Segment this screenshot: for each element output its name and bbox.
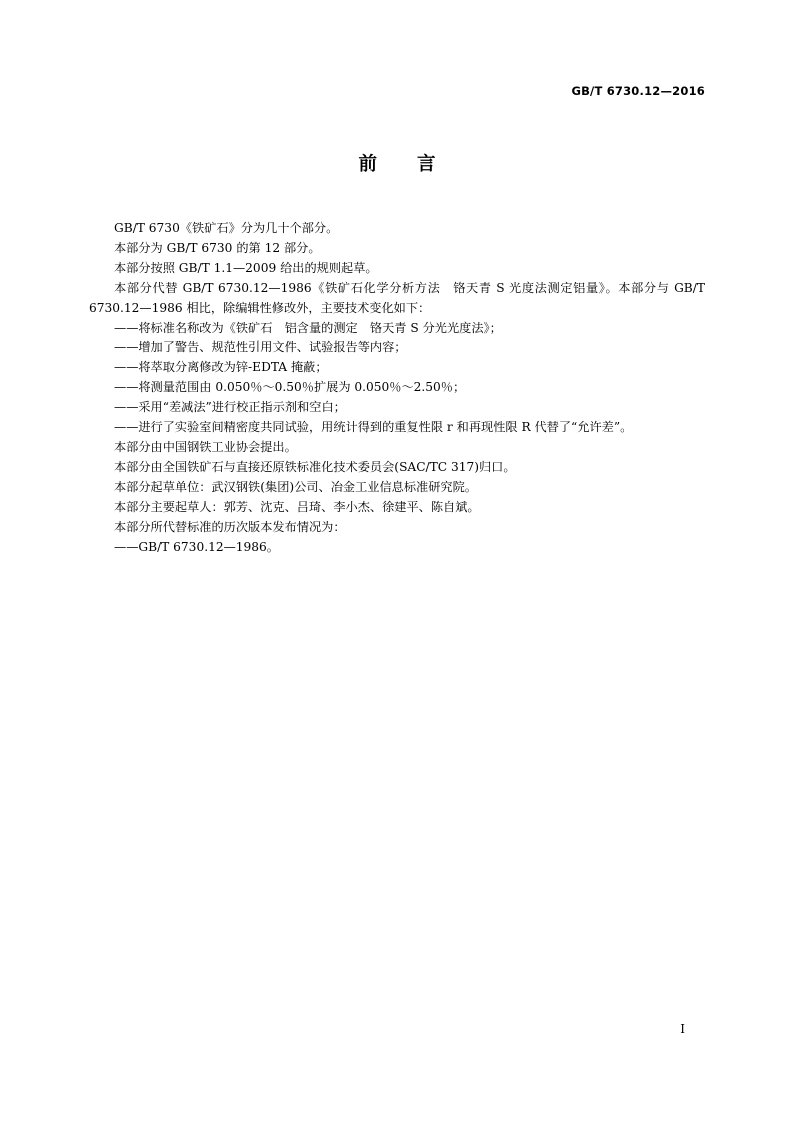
paragraph-parts-overview: GB/T 6730《铁矿石》分为几十个部分。 (114, 221, 339, 235)
change-item-title: ——将标准名称改为《铁矿石 铝含量的测定 铬天青 S 分光光度法》； (114, 320, 502, 335)
paragraph-history-intro: 本部分所代替标准的历次版本发布情况为： (114, 519, 346, 534)
change-item-correction: ——采用“差减法”进行校正指示剂和空白； (114, 400, 346, 415)
paragraph-proposer: 本部分由中国钢铁工业协会提出。 (114, 439, 297, 454)
paragraph-drafting-rules: 本部分按照 GB/T 1.1—2009 给出的规则起草。 (114, 260, 378, 275)
change-item-content-added: ——增加了警告、规范性引用文件、试验报告等内容； (114, 340, 407, 355)
foreword-body (89, 219, 705, 557)
paragraph-replaces-standard: 本部分代替 GB/T 6730.12—1986《铁矿石化学分析方法 铬天青 S 光度法测定铝量》。本部分与 GB/T 6730.12—1986 相比，除编辑性修改外，主要技术变化如下： (89, 280, 705, 315)
paragraph-drafters: 本部分主要起草人：郭芳、沈克、吕琦、李小杰、徐建平、陈自斌。 (114, 499, 480, 514)
page-number: Ⅰ (680, 1022, 685, 1036)
change-item-masking: ——将萃取分离修改为锌-EDTA 掩蔽； (114, 360, 328, 375)
history-item-1986: ——GB/T 6730.12—1986。 (114, 539, 279, 554)
page-title: 前言 (358, 154, 476, 175)
paragraph-drafting-units: 本部分起草单位：武汉钢铁(集团)公司、冶金工业信息标准研究院。 (114, 479, 477, 494)
standard-code: GB/T 6730.12—2016 (571, 84, 705, 98)
change-item-range: ——将测量范围由 0.050％～0.50％扩展为 0.050％～2.50％； (114, 380, 466, 395)
change-item-precision: ——进行了实验室间精密度共同试验，用统计得到的重复性限 r 和再现性限 R 代替了“允许差”。 (114, 420, 633, 435)
paragraph-committee: 本部分由全国铁矿石与直接还原铁标准化技术委员会(SAC/TC 317)归口。 (114, 459, 516, 474)
paragraph-part-number: 本部分为 GB/T 6730 的第 12 部分。 (114, 240, 321, 255)
